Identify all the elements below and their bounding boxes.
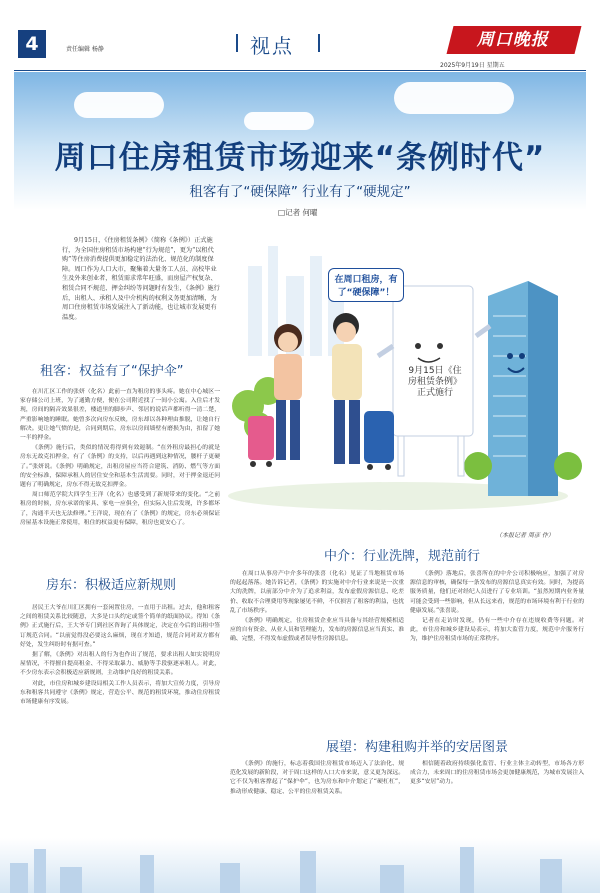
paragraph: 《条例》落地后，张喜所在的中介公司积极响应，加强了对房源信息的审核，确保每一条发布的房源信息真实有效。同时，为提高服务质量，他们还对经纪人员进行了专业培训。“虽然短期内业务量可能会受到一些影响，但从长远来看，规范的市场环境有利于行业的健康发展。”张喜说。: [410, 571, 584, 614]
section-title: 视点: [250, 34, 294, 58]
newspaper-logo: 周口晚报: [447, 26, 582, 54]
section-divider-right: [318, 34, 320, 52]
paragraph: 《条例》施行后，类似的情况将得到有效遏制。“在外租房最担心的就是房东无故克扣押金，有了《条例》的支持，以后再遇到这种情况，腰杆子更硬了。”张妍说。《条例》明确规定，出租房屋应当符合建筑、消防、燃气等方面的安全标准，保障承租人的居住安全和基本生活需要。同时，对于押金退还问题有了明确规定，房东不得无故克扣押金。: [20, 445, 220, 489]
editor-credit: 责任编辑 杨静: [66, 46, 104, 53]
building-icon: [300, 851, 316, 893]
building-icon: [10, 863, 28, 893]
page-number: 4: [18, 30, 46, 58]
footer-skyline: [0, 838, 600, 893]
paragraph: 据了解，《条例》对出租人的行为也作出了规范，要求出租人如实说明房屋情况，不得擅自提高租金、不得采取暴力、威胁等手段驱逐承租人。对此，不少房东表示会积极适应新规则，主动维护良好的租赁关系。: [20, 652, 220, 677]
regulation-document-title: 9月15日《住房租赁条例》正式施行: [407, 366, 462, 398]
paragraph: 《条例》的施行，标志着我国住房租赁市场迈入了法治化、规范化发展的新阶段，对于周口这样的人口大市来说，意义更为深远。它不仅为租客撑起了“保护伞”，也为房东和中介划定了“硬杠杠”，推动形成健康、稳定、公平的住房租赁关系。: [230, 761, 404, 795]
paragraph: 记者在走访时发现，仍有一些中介存在违规收费等问题。对此，市住房和城乡建设局表示，将加大监管力度，规范中介服务行为，维护住房租赁市场的正常秩序。: [410, 618, 584, 643]
paragraph: 《条例》明确规定，住房租赁企业应当具备与其经营规模相适应的自有资金、从业人员和管理能力，发布的房源信息应当真实、准确、完整，不得发布虚假或者误导性房源信息。: [230, 618, 404, 643]
article-headline: 周口住房租赁市场迎来“条例时代”: [54, 140, 546, 176]
section-body-landlord: [20, 604, 220, 708]
building-icon: [60, 867, 82, 893]
section-body-agency-col1: [230, 570, 404, 646]
building-icon: [140, 855, 154, 893]
section-divider-left: [236, 34, 238, 52]
cloud-icon: [244, 112, 314, 130]
section-heading-agency: 中介：行业洗牌，规范前行: [324, 549, 481, 564]
article-subhead: 租客有了“硬保障” 行业有了“硬规定”: [189, 184, 411, 200]
section-body-outlook-col2: [410, 760, 584, 789]
header-rule: [14, 70, 586, 71]
paragraph: 居民王大爷在川汇区拥有一套闲置住房，一直用于出租。过去，他和租客之间的租赁关系比较随意，大多是口头约定或签个简单的纸面协议。得知《条例》正式施行后，王大爷专门到社区咨询了具体规定，决定在今后的出租中签订规范合同。“以前觉得没必要这么麻烦，现在才知道，规范合同对双方都有好处，发生纠纷时有据可查。”: [20, 605, 220, 648]
section-heading-outlook: 展望：构建租购并举的安居图景: [326, 740, 509, 755]
building-icon: [460, 847, 474, 893]
building-icon: [220, 863, 240, 893]
illustration-caption: （本报记者 周彦 作）: [496, 532, 554, 539]
building-icon: [380, 865, 404, 893]
paragraph: 在周口从事房产中介多年的张喜（化名）见证了当地租赁市场的起起落落。她告诉记者，《条例》的实施对中介行业来说是一次重大的洗牌，以前部分中介为了追求利益，发布虚假房源信息、吃差价、收取不合理费用等现象屡见不鲜，不仅损害了租客的利益，也扰乱了市场秩序。: [230, 571, 404, 614]
cloud-icon: [394, 82, 514, 114]
section-body-outlook-col1: [230, 760, 404, 798]
dateline: 2025年9月19日 星期五: [440, 62, 505, 69]
paragraph: 对此，市住房和城乡建设局相关工作人员表示，将加大宣传力度，引导房东和租客共同遵守《条例》规定，营造公平、规范的租赁环境，推动住房租赁市场健康有序发展。: [20, 680, 220, 706]
section-body-tenant: [20, 388, 220, 529]
byline: □记者 何曜: [278, 208, 318, 217]
section-body-agency-col2: [410, 570, 584, 646]
section-heading-tenant: 租客：权益有了“保护伞”: [40, 364, 184, 379]
lede-paragraph: 9月15日，《住房租赁条例》（简称《条例》）正式施行，为全国住房租赁市场构建“行为规范”，更为“以租代购”等住房消费提供更加稳定的法治化、规范化的制度保障。周口作为人口大市，聚集着大量务工人员、高校毕业生及外来创业者，租赁需求常年旺盛，而房屋产权复杂、租赁合同不规范、押金纠纷等问题时有发生，《条例》施行后，出租人、承租人及中介机构的权利义务更加清晰，为周口住房租赁市场发展注入了新动能，也让城市发展更有温度。: [62, 237, 220, 321]
speech-bubble: 在周口租房，有了“硬保障”！: [328, 268, 404, 302]
paragraph: 在川汇区工作的张妍（化名）此前一直为租房的事头疼。她在中心城区一家存储公司上班，为了通勤方便，便在公司附近找了一间小公寓。入住后才发现，房间的隔音效果很差，楼道里的脚步声、邻居的说话声都听得一清二楚，严重影响她的睡眠。她曾多次向房东反映，房东却以各种理由推脱，让她自行解决。更让她气愤的是，合同到期后，房东以房间墙壁有磨损为由，扣留了她一半的押金。: [20, 389, 220, 442]
section-heading-landlord: 房东：积极适应新规则: [46, 578, 177, 593]
building-icon: [540, 859, 562, 893]
paragraph: 相信随着政府持续强化监管、行业主体主动转型，市场各方形成合力，未来周口的住房租赁市场会更加健康规范，为城市发展注入更多“安居”动力。: [410, 761, 584, 786]
lede-block: [62, 236, 220, 322]
illustration: [228, 226, 584, 516]
building-icon: [34, 849, 46, 893]
paragraph: 周口师范学院大四学生王洋（化名）也感受到了新规带来的变化。“之前租房的时候，房东承诺的家具、家电一应俱全，但实际入住后发现，许多都坏了，沟通半天也无法修理。”王洋说，现在有了《条例》的规定，房东必须保证房屋基本设施正常使用，租住的权益更有保障，租房也更安心了。: [20, 492, 220, 526]
cloud-icon: [74, 92, 164, 118]
